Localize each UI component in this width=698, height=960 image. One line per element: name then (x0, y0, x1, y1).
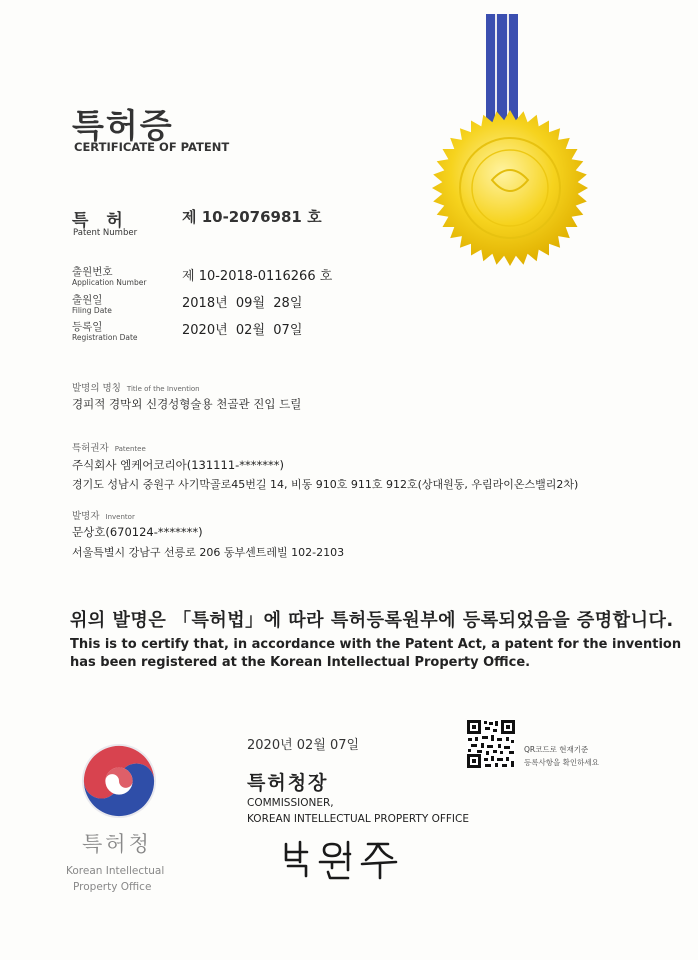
qr-code-icon (467, 720, 515, 768)
inventor-address: 서울특별시 강남구 선릉로 206 동부센트레빌 102-2103 (72, 546, 345, 559)
inventor-label (72, 508, 135, 522)
qr-note-line1: QR코드로 현재기준 (524, 745, 589, 754)
kipo-name-ko: 특허청 (82, 832, 152, 856)
certification-text-en-line2: has been registered at the Korean Intellectual Property Office. (70, 655, 531, 670)
invention-title-label (72, 380, 200, 394)
commissioner-title-en-line1: COMMISSIONER, (247, 797, 334, 809)
patentee-name: 주식회사 엠케어코리아(131111-*******) (72, 458, 285, 472)
filing-date-label: 출원일 (72, 294, 103, 306)
patent-number-label-en: Patent Number (73, 228, 138, 238)
commissioner-title-en-line2: KOREAN INTELLECTUAL PROPERTY OFFICE (247, 813, 469, 825)
inventor-label-en: Inventor (105, 513, 135, 521)
kipo-name-en-line1: Korean Intellectual (66, 865, 165, 877)
certificate-title: 특허증 (72, 106, 174, 145)
registration-date-label: 등록일 (72, 321, 103, 333)
commissioner-title: 특허청장 (247, 772, 329, 794)
certification-text-en-line1: This is to certify that, in accordance with the Patent Act, a patent for the invention (70, 637, 682, 652)
patent-number-value: 제 10-2076981 호 (182, 208, 322, 226)
registration-date-label-en: Registration Date (72, 333, 138, 342)
patentee-address: 경기도 성남시 중원구 사기막골로45번길 14, 비동 910호 911호 912호(상대원동, 우림라이온스밸리2차) (72, 478, 579, 491)
invention-title-value: 경피적 경막외 신경성형술용 천골관 진입 드릴 (72, 397, 302, 411)
qr-note-line2: 등록사항을 확인하세요 (524, 758, 599, 767)
commissioner-signature (280, 832, 420, 880)
patentee-label-en: Patentee (114, 445, 146, 453)
registration-date-value: 2020년 02월 07일 (182, 323, 303, 338)
application-number-value: 제 10-2018-0116266 호 (182, 269, 333, 284)
kipo-taegeuk-logo (80, 742, 158, 820)
patentee-label-ko: 특허권자 (72, 443, 109, 454)
patentee-label (72, 440, 146, 454)
qr-note (524, 743, 599, 769)
application-number-label: 출원번호 (72, 266, 113, 278)
gold-seal-icon (430, 108, 590, 268)
filing-date-label-en: Filing Date (72, 306, 112, 315)
application-number-label-en: Application Number (72, 278, 147, 287)
inventor-name: 문상호(670124-*******) (72, 525, 203, 539)
certification-text-ko: 위의 발명은 「특허법」에 따라 특허등록원부에 등록되었음을 증명합니다. (70, 610, 674, 631)
kipo-name-en-line2: Property Office (73, 881, 152, 893)
patent-number-label: 특 허 (72, 211, 129, 231)
inventor-label-ko: 발명자 (72, 511, 100, 522)
issue-date: 2020년 02월 07일 (247, 738, 360, 753)
invention-title-label-en: Title of the Invention (126, 385, 200, 393)
invention-title-label-ko: 발명의 명칭 (72, 383, 121, 394)
filing-date-value: 2018년 09월 28일 (182, 296, 303, 311)
certificate-title-en: CERTIFICATE OF PATENT (74, 140, 230, 154)
